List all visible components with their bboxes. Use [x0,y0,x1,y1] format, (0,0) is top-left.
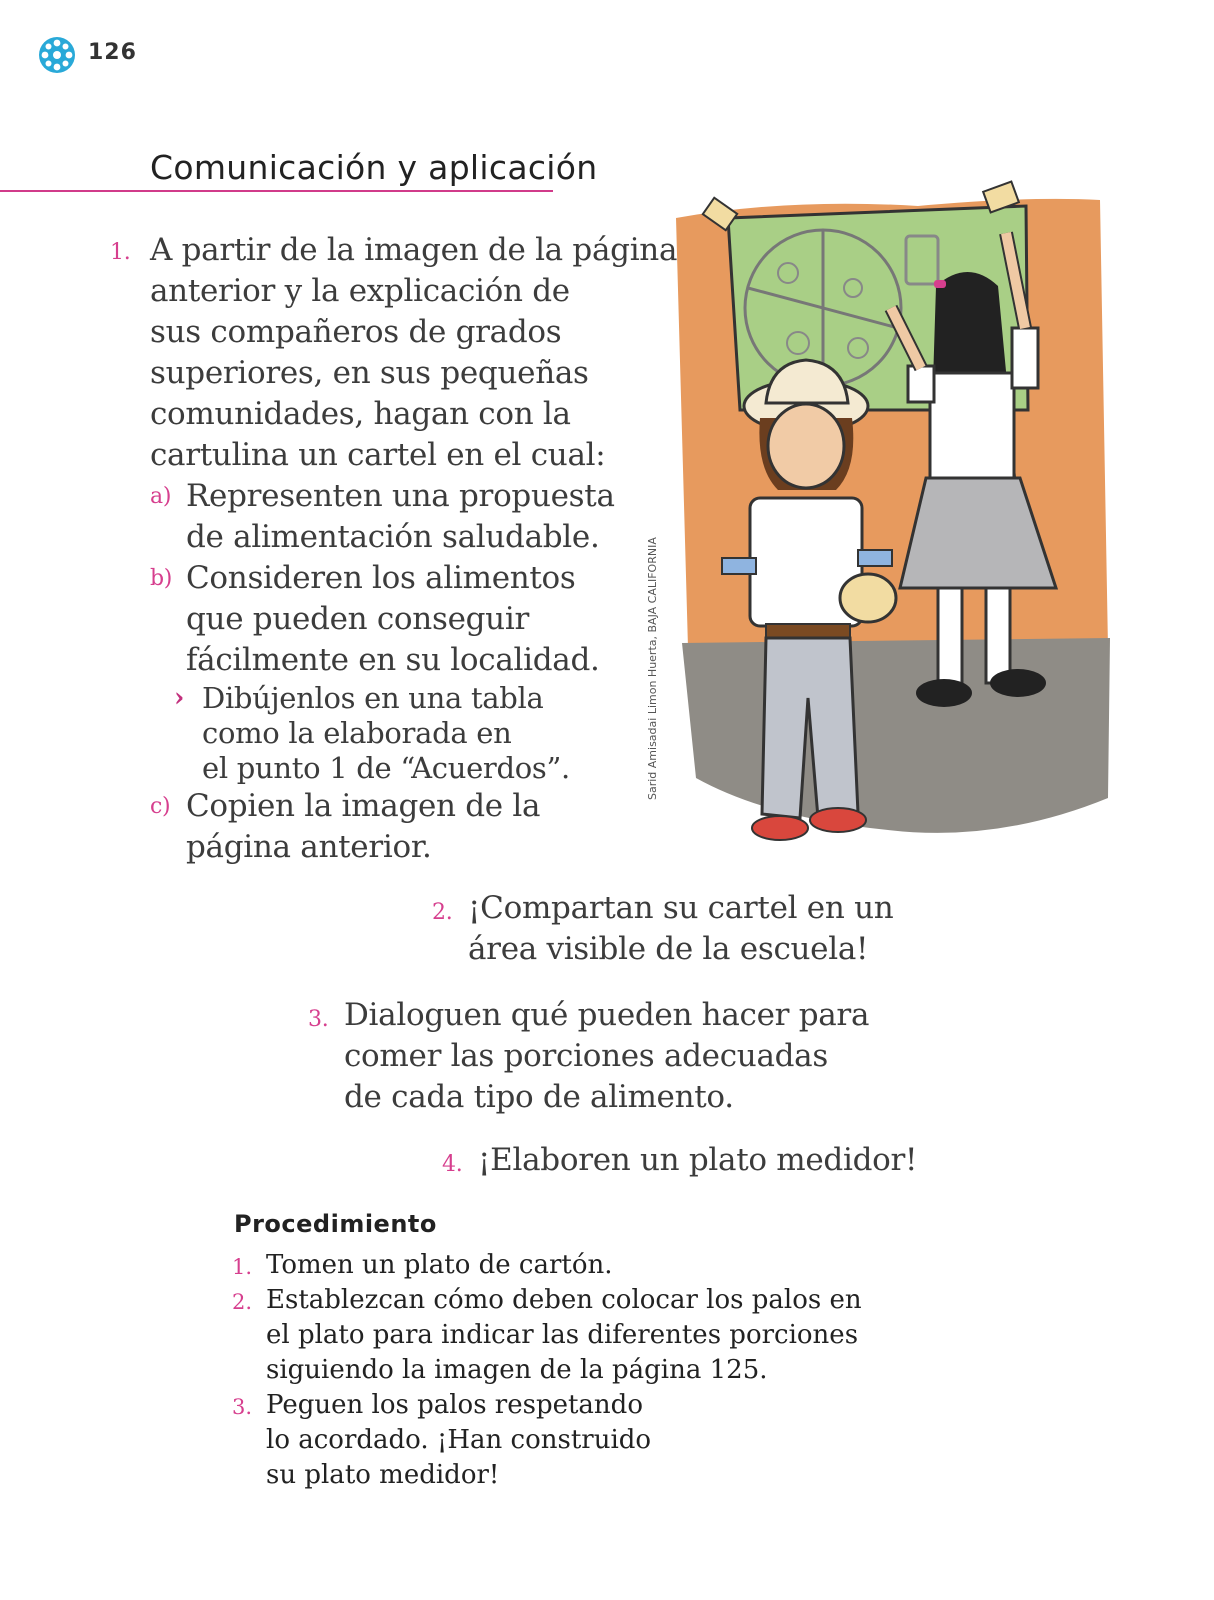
text-line: comunidades, hagan con la [150,396,571,432]
activity-item-1 [110,230,677,868]
flower-emblem-icon [38,36,76,74]
activity-item-3 [308,995,869,1118]
text-line: de alimentación saludable. [186,519,600,555]
text-line: su plato medidor! [266,1460,500,1490]
activity-item-4 [442,1140,917,1181]
procedure-title: Procedimiento [234,1210,437,1238]
text-line: sus compañeros de grados [150,314,562,350]
text-line: de cada tipo de alimento. [344,1079,734,1115]
item-number: 2. [432,900,453,925]
section-title-underline [0,190,553,192]
subitem-letter: c) [150,794,171,819]
step-number: 1. [232,1255,253,1279]
procedure-list [232,1248,862,1493]
text-line: Dibújenlos en una tabla [202,681,544,715]
text-line: lo acordado. ¡Han construido [266,1425,652,1455]
step-number: 2. [232,1290,253,1314]
text-line: Peguen los palos respetando [266,1390,643,1420]
illustration-credit: Sarid Amisadai Limon Huerta, BAJA CALIFORNIA [646,537,659,800]
bullet-arrow-icon: › [174,683,185,713]
text-line: fácilmente en su localidad. [186,642,600,678]
item-number: 1. [110,240,131,265]
subitem-b [150,558,677,681]
text-line: Consideren los alimentos [186,560,576,596]
text-line: que pueden conseguir [186,601,529,637]
bullet-note [174,681,677,786]
subitem-letter: b) [150,566,173,591]
text-line: el punto 1 de “Acuerdos”. [202,751,570,785]
text-line: como la elaborada en [202,716,512,750]
text-line: comer las porciones adecuadas [344,1038,828,1074]
item-number: 3. [308,1007,329,1032]
text-line: Representen una propuesta [186,478,615,514]
text-line: ¡Elaboren un plato medidor! [478,1142,918,1178]
text-line: anterior y la explicación de [150,273,570,309]
text-line: área visible de la escuela! [468,931,869,967]
text-line: Dialoguen qué pueden hacer para [344,997,870,1033]
step-number: 3. [232,1395,253,1419]
text-line: ¡Compartan su cartel en un [468,890,894,926]
page-number: 126 [88,40,137,65]
activity-item-2 [432,888,893,970]
subitem-a [150,476,677,558]
procedure-step [232,1388,862,1493]
text-line: cartulina un cartel en el cual: [150,437,606,473]
subitem-letter: a) [150,484,172,509]
text-line: Tomen un plato de cartón. [266,1250,613,1280]
procedure-step [232,1283,862,1388]
children-poster-illustration [668,178,1118,848]
item-number: 4. [442,1152,463,1177]
subitem-c [150,786,677,868]
text-line: Establezcan cómo deben colocar los palos en [266,1285,862,1315]
section-title: Comunicación y aplicación [150,148,598,187]
text-line: siguiendo la imagen de la página 125. [266,1355,768,1385]
procedure-step [232,1248,862,1283]
text-line: página anterior. [186,829,432,865]
text-line: el plato para indicar las diferentes porciones [266,1320,859,1350]
text-line: Copien la imagen de la [186,788,541,824]
text-line: superiores, en sus pequeñas [150,355,589,391]
text-line: A partir de la imagen de la página [150,232,678,268]
